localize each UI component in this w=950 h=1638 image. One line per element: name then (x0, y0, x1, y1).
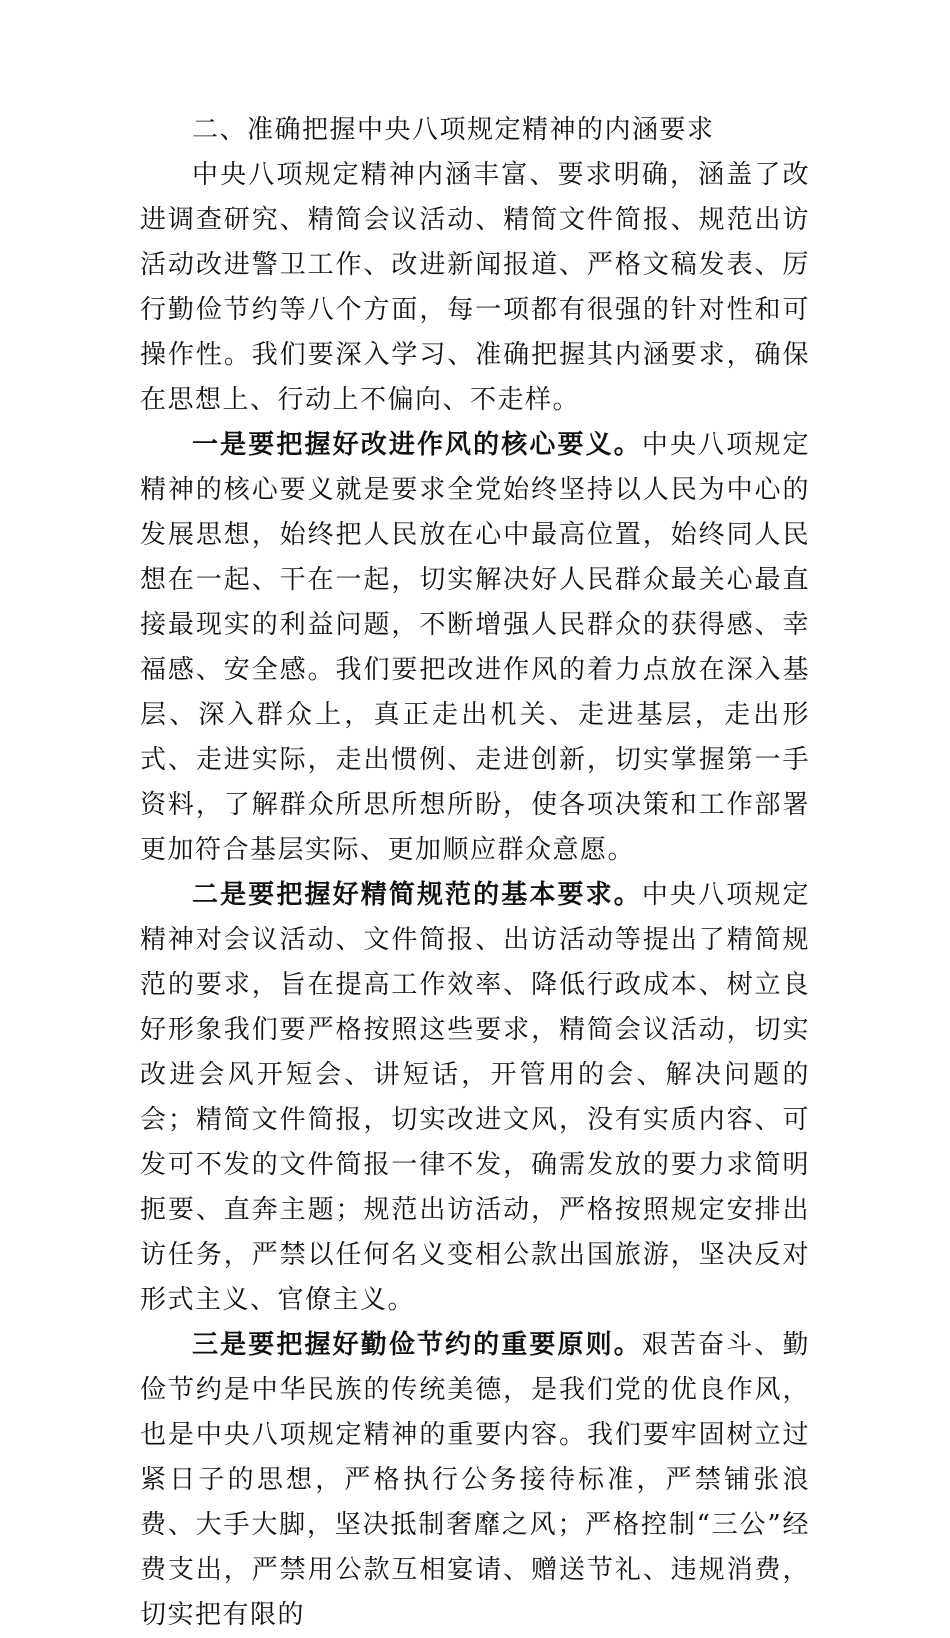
point-1-lead: 一是要把握好改进作风的核心要义。 (192, 430, 642, 460)
point-3-body: 艰苦奋斗、勤俭节约是中华民族的传统美德，是我们党的优良作风，也是中央八项规定精神的重要内容。我们要牢固树立过紧日子的思想，严格执行公务接待标准，严禁铺张浪费、大手大脚，坚决抵制奢靡之风；严格控制“三公”经费支出，严禁用公款互相宴请、赠送节礼、违规消费，切实把有限的 (140, 1330, 810, 1630)
point-3-lead: 三是要把握好勤俭节约的重要原则。 (192, 1330, 642, 1360)
section-heading: 二、准确把握中央八项规定精神的内涵要求 (192, 115, 715, 145)
point-2-lead: 二是要把握好精简规范的基本要求。 (192, 880, 642, 910)
intro-paragraph: 中央八项规定精神内涵丰富、要求明确，涵盖了改进调查研究、精简会议活动、精简文件简报、规范出访活动改进警卫工作、改进新闻报道、严格文稿发表、厉行勤俭节约等八个方面，每一项都有很强的针对性和可操作性。我们要深入学习、准确把握其内涵要求，确保在思想上、行动上不偏向、不走样。 (140, 160, 810, 415)
point-paragraph-3 (140, 1323, 810, 1638)
document-body (140, 108, 810, 1638)
point-1-body: 中央八项规定精神的核心要义就是要求全党始终坚持以人民为中心的发展思想，始终把人民放在心中最高位置，始终同人民想在一起、干在一起，切实解决好人民群众最关心最直接最现实的利益问题，不断增强人民群众的获得感、幸福感、安全感。我们要把改进作风的着力点放在深入基层、深入群众上，真正走出机关、走进基层，走出形式、走进实际，走出惯例、走进创新，切实掌握第一手资料，了解群众所思所想所盼，使各项决策和工作部署更加符合基层实际、更加顺应群众意愿。 (140, 430, 810, 865)
point-paragraph-1 (140, 423, 810, 873)
point-paragraph-2 (140, 873, 810, 1323)
point-2-body: 中央八项规定精神对会议活动、文件简报、出访活动等提出了精简规范的要求，旨在提高工作效率、降低行政成本、树立良好形象我们要严格按照这些要求，精简会议活动，切实改进会风开短会、讲短话，开管用的会、解决问题的会；精简文件简报，切实改进文风，没有实质内容、可发可不发的文件简报一律不发，确需发放的要力求简明扼要、直奔主题；规范出访活动，严格按照规定安排出访任务，严禁以任何名义变相公款出国旅游，坚决反对形式主义、官僚主义。 (140, 880, 810, 1315)
